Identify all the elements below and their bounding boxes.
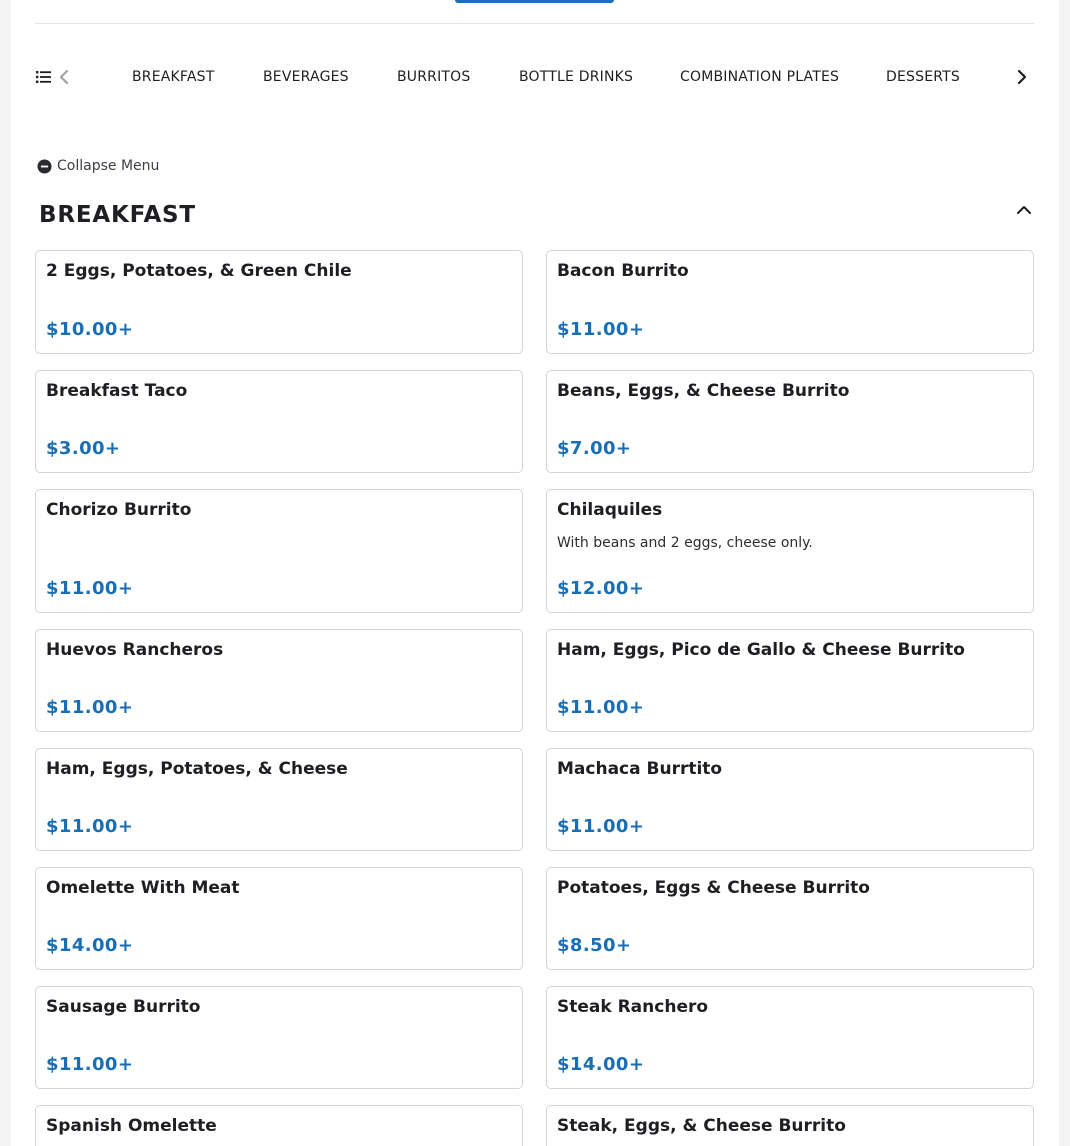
item-name: Machaca Burrtito xyxy=(557,759,723,779)
menu-item-card[interactable] xyxy=(35,250,523,354)
item-price: $11.00+ xyxy=(557,319,645,340)
chevron-up-icon[interactable] xyxy=(1016,202,1032,216)
menu-item-card[interactable] xyxy=(546,489,1034,613)
item-price: $10.00+ xyxy=(46,319,134,340)
tab-bottle-drinks[interactable]: BOTTLE DRINKS xyxy=(519,69,634,85)
item-name: Beans, Eggs, & Cheese Burrito xyxy=(557,381,850,401)
menu-item-card[interactable] xyxy=(546,748,1034,851)
item-name: Chorizo Burrito xyxy=(46,500,192,520)
section-title: BREAKFAST xyxy=(39,202,196,228)
menu-item-card[interactable] xyxy=(35,748,523,851)
item-price: $11.00+ xyxy=(46,1054,134,1075)
item-name: Huevos Rancheros xyxy=(46,640,224,660)
item-name: Bacon Burrito xyxy=(557,261,689,281)
item-price: $3.00+ xyxy=(46,438,121,459)
menu-item-card[interactable] xyxy=(35,867,523,970)
item-price: $7.00+ xyxy=(557,438,632,459)
chevron-right-icon[interactable] xyxy=(1015,68,1029,86)
item-name: Ham, Eggs, Potatoes, & Cheese xyxy=(46,759,348,779)
minus-circle-icon xyxy=(37,159,52,174)
divider xyxy=(35,23,1034,24)
active-header-indicator xyxy=(455,0,614,3)
menu-item-card[interactable] xyxy=(546,1105,1034,1146)
item-name: Spanish Omelette xyxy=(46,1116,217,1136)
item-name: 2 Eggs, Potatoes, & Green Chile xyxy=(46,261,352,281)
menu-item-card[interactable] xyxy=(546,867,1034,970)
item-name: Steak Ranchero xyxy=(557,997,709,1017)
menu-item-card[interactable] xyxy=(35,629,523,732)
item-price: $11.00+ xyxy=(46,697,134,718)
category-nav xyxy=(35,58,1035,98)
menu-item-card[interactable] xyxy=(546,629,1034,732)
menu-item-card[interactable] xyxy=(546,250,1034,354)
item-name: Breakfast Taco xyxy=(46,381,188,401)
tab-breakfast[interactable]: BREAKFAST xyxy=(132,69,215,85)
item-price: $11.00+ xyxy=(46,578,134,599)
item-name: Sausage Burrito xyxy=(46,997,201,1017)
tab-desserts[interactable]: DESSERTS xyxy=(886,69,960,85)
item-name: Ham, Eggs, Pico de Gallo & Cheese Burrito xyxy=(557,640,965,660)
item-price: $8.50+ xyxy=(557,935,632,956)
menu-page xyxy=(11,0,1059,1146)
menu-item-card[interactable] xyxy=(35,370,523,473)
menu-item-card[interactable] xyxy=(35,489,523,613)
tab-combination-plates[interactable]: COMBINATION PLATES xyxy=(680,69,840,85)
menu-item-card[interactable] xyxy=(546,370,1034,473)
collapse-menu-label: Collapse Menu xyxy=(57,158,160,174)
menu-item-card[interactable] xyxy=(35,986,523,1089)
item-name: Potatoes, Eggs & Cheese Burrito xyxy=(557,878,870,898)
item-price: $11.00+ xyxy=(557,816,645,837)
chevron-left-icon[interactable] xyxy=(57,68,71,86)
item-price: $14.00+ xyxy=(46,935,134,956)
tab-beverages[interactable]: BEVERAGES xyxy=(263,69,349,85)
menu-item-card[interactable] xyxy=(546,986,1034,1089)
item-price: $11.00+ xyxy=(557,697,645,718)
list-icon[interactable] xyxy=(36,69,52,85)
item-price: $11.00+ xyxy=(46,816,134,837)
tab-burritos[interactable]: BURRITOS xyxy=(397,69,471,85)
item-name: Chilaquiles xyxy=(557,500,663,520)
menu-item-card[interactable] xyxy=(35,1105,523,1146)
item-name: Steak, Eggs, & Cheese Burrito xyxy=(557,1116,846,1136)
item-name: Omelette With Meat xyxy=(46,878,240,898)
item-price: $14.00+ xyxy=(557,1054,645,1075)
collapse-menu-button[interactable] xyxy=(37,157,159,175)
item-price: $12.00+ xyxy=(557,578,645,599)
item-description: With beans and 2 eggs, cheese only. xyxy=(557,535,813,551)
